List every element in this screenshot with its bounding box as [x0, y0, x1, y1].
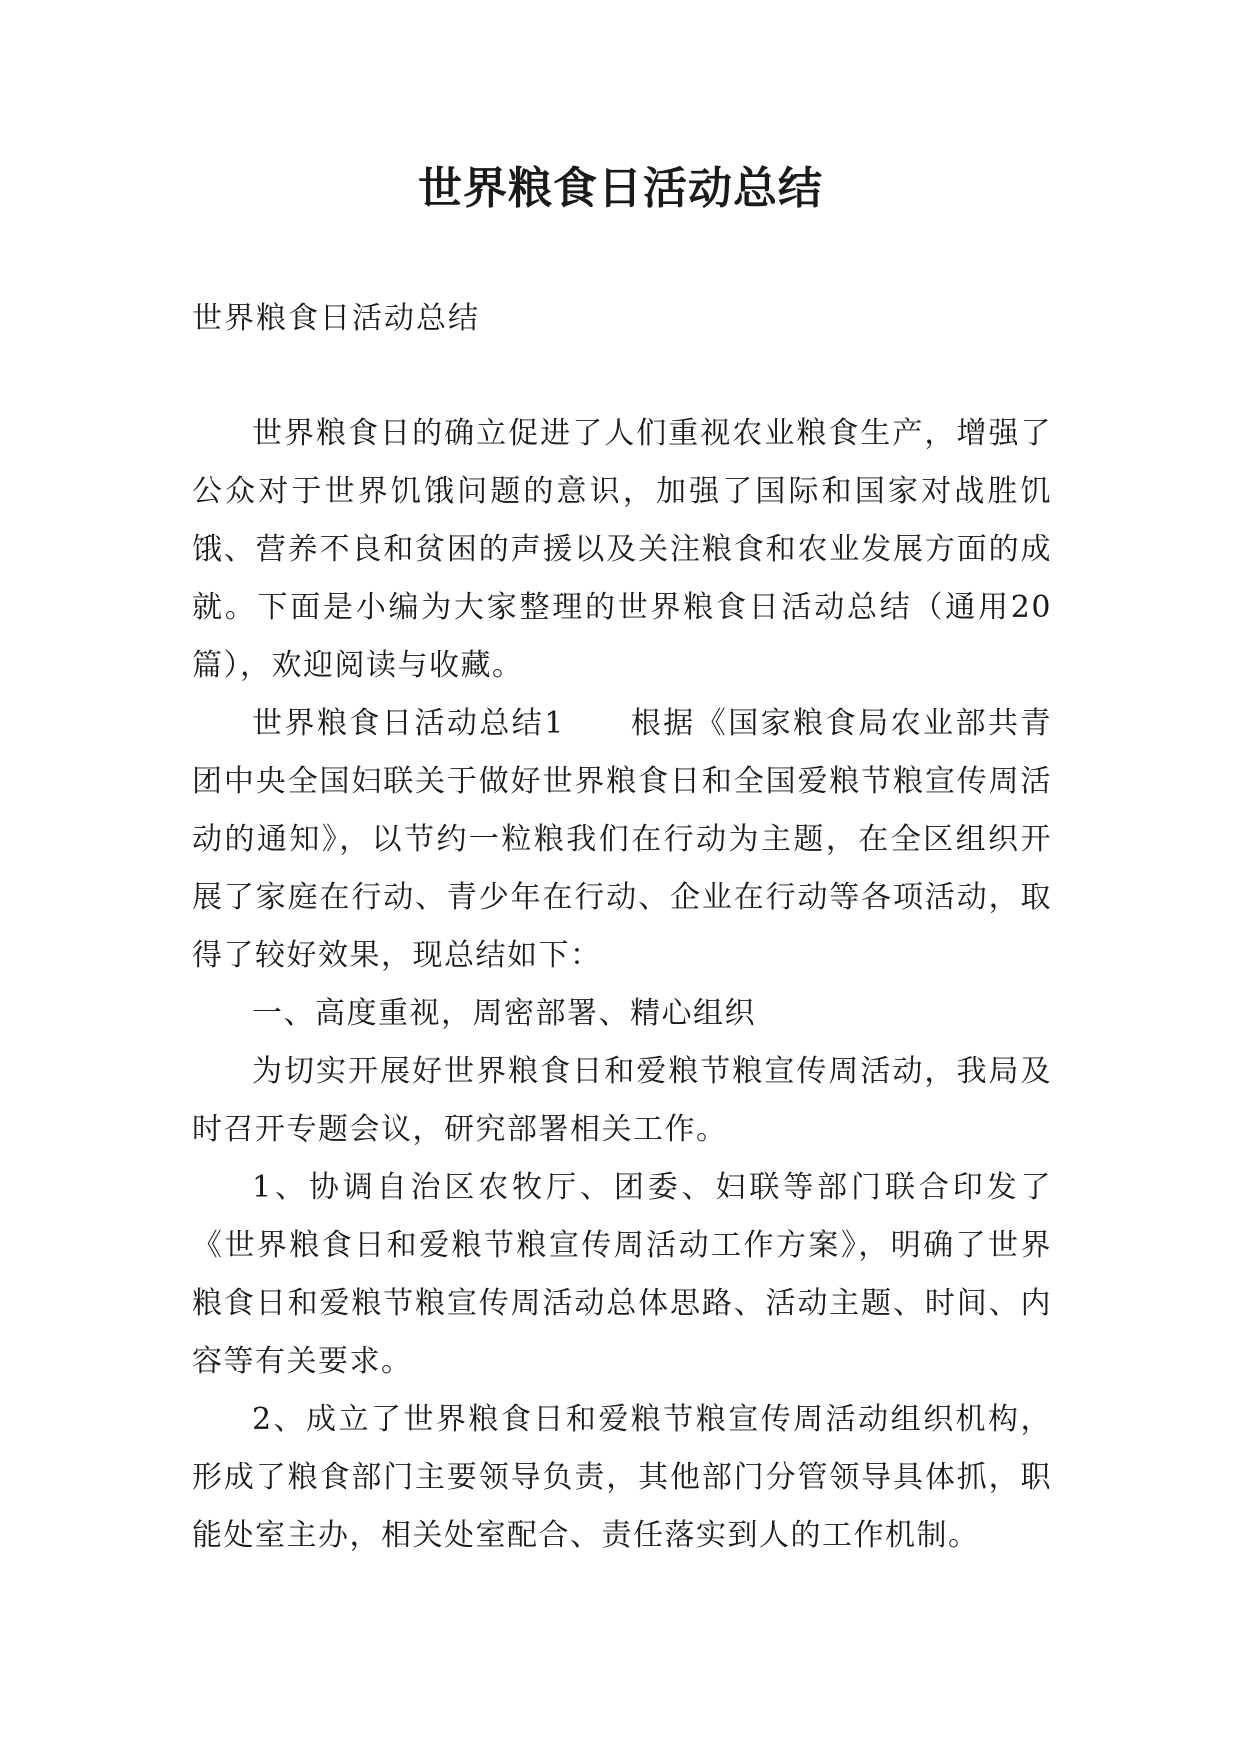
paragraph-intro: 世界粮食日的确立促进了人们重视农业粮食生产，增强了公众对于世界饥饿问题的意识，加强了国际和国家对战胜饥饿、营养不良和贫困的声援以及关注粮食和农业发展方面的成就。下面是小编为大家整理的世界粮食日活动总结（通用20篇），欢迎阅读与收藏。 — [192, 416, 1052, 683]
section-heading-1: 一、高度重视，周密部署、精心组织 — [252, 996, 756, 1031]
document-subtitle: 世界粮食日活动总结 — [192, 301, 480, 336]
paragraph-item-2: 2、成立了世界粮食日和爱粮节粮宣传周活动组织机构，形成了粮食部门主要领导负责，其他部门分管领导具体抓，职能处室主办，相关处室配合、责任落实到人的工作机制。 — [192, 1402, 1052, 1553]
paragraph-item-1: 1、协调自治区农牧厅、团委、妇联等部门联合印发了《世界粮食日和爱粮节粮宣传周活动工作方案》，明确了世界粮食日和爱粮节粮宣传周活动总体思路、活动主题、时间、内容等有关要求。 — [192, 1170, 1052, 1379]
document-title: 世界粮食日活动总结 — [418, 163, 823, 214]
paragraph-section-1: 为切实开展好世界粮食日和爱粮节粮宣传周活动，我局及时召开专题会议，研究部署相关工作。 — [192, 1054, 1052, 1147]
paragraph-summary-1: 世界粮食日活动总结1 根据《国家粮食局农业部共青团中央全国妇联关于做好世界粮食日和全国爱粮节粮宣传周活动的通知》，以节约一粒粮我们在行动为主题，在全区组织开展了家庭在行动、青少年在行动、企业在行动等各项活动，取得了较好效果，现总结如下： — [192, 706, 1052, 973]
document-body — [192, 405, 1052, 1565]
